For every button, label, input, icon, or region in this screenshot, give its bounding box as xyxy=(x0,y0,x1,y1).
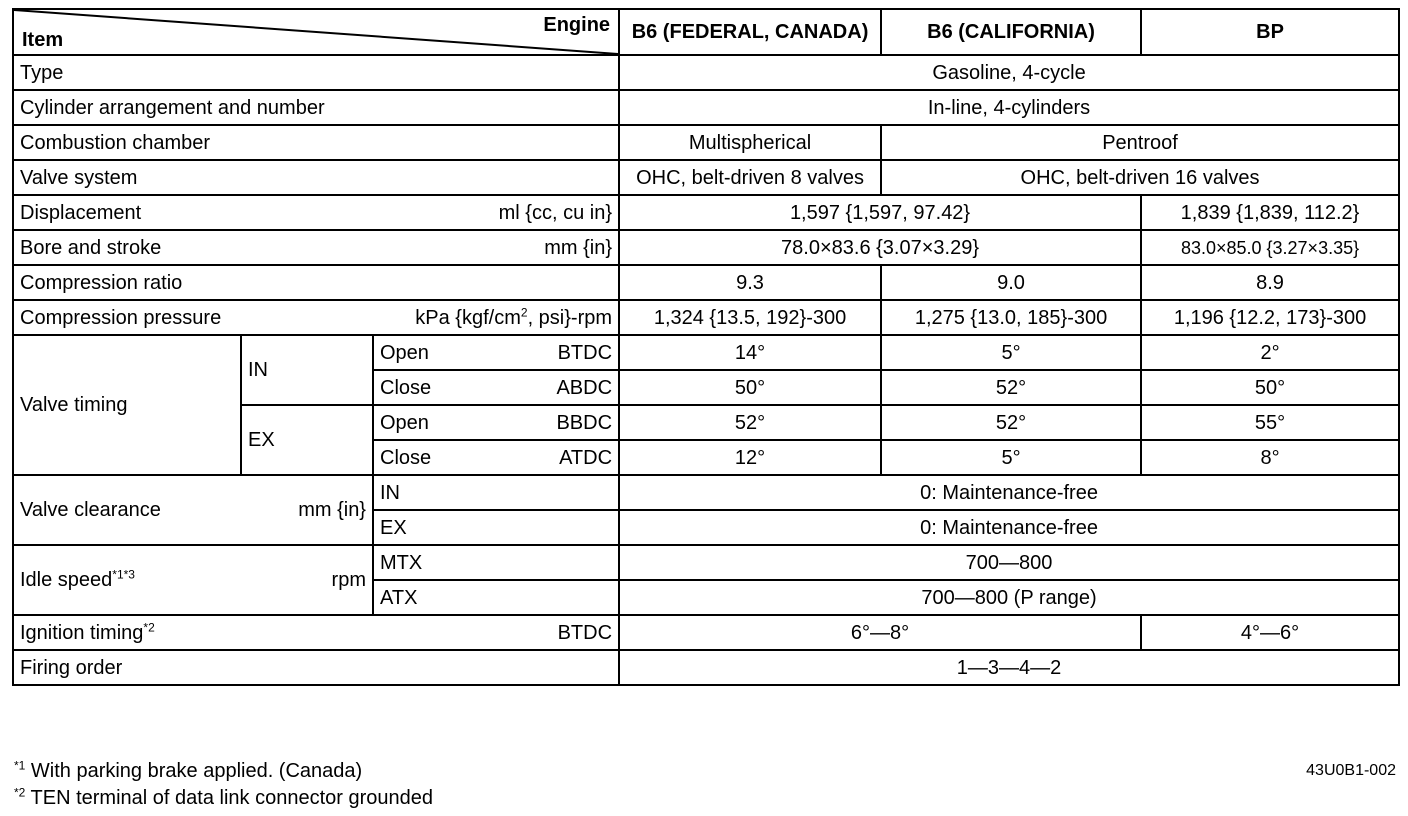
valve-timing-in-label: IN xyxy=(241,335,373,405)
valve-system-b6-federal: OHC, belt-driven 8 valves xyxy=(619,160,881,195)
footnote-1: $^{*1}$ With parking brake applied. (Canada) xyxy=(14,758,363,782)
idle-speed-label-cell xyxy=(13,545,373,615)
ignition-label: Ignition timing$^{*2}$ xyxy=(20,619,155,644)
valve-system-b6-california-bp: OHC, belt-driven 16 valves xyxy=(881,160,1399,195)
valve-timing-value: 52° xyxy=(619,405,881,440)
idle-speed-atx-value: 700—800 (P range) xyxy=(619,580,1399,615)
displacement-unit: ml {cc, cu in} xyxy=(498,201,613,224)
displacement-label: Displacement xyxy=(20,201,142,224)
figure-code: 43U0B1-002 xyxy=(1306,762,1396,779)
compression-ratio-bp: 8.9 xyxy=(1141,265,1399,300)
combustion-b6-federal: Multispherical xyxy=(619,125,881,160)
compression-pressure-label-cell xyxy=(13,300,619,335)
valve-timing-value: 2° xyxy=(1141,335,1399,370)
valve-clearance-ex-value: 0: Maintenance-free xyxy=(619,510,1399,545)
event-label: Close xyxy=(380,376,432,399)
valve-timing-value: 50° xyxy=(619,370,881,405)
valve-timing-ex-label: EX xyxy=(241,405,373,475)
compression-ratio-label: Compression ratio xyxy=(13,265,619,300)
reference-label: ATDC xyxy=(559,446,613,469)
row-valve-clearance-in xyxy=(13,475,1399,510)
header-corner-cell xyxy=(13,9,619,55)
row-cylinder xyxy=(13,90,1399,125)
valve-clearance-unit: mm {in} xyxy=(298,499,366,521)
ignition-b6: 6°—8° xyxy=(619,615,1141,650)
header-diagonal-line xyxy=(14,10,618,54)
col-header-bp: BP xyxy=(1141,9,1399,55)
cylinder-label: Cylinder arrangement and number xyxy=(13,90,619,125)
type-label: Type xyxy=(13,55,619,90)
bore-label-cell xyxy=(13,230,619,265)
ignition-label-cell xyxy=(13,615,619,650)
valve-timing-value: 12° xyxy=(619,440,881,475)
row-valve-system xyxy=(13,160,1399,195)
bore-label: Bore and stroke xyxy=(20,236,162,259)
idle-speed-unit: rpm xyxy=(331,569,366,591)
valve-timing-value: 52° xyxy=(881,370,1141,405)
displacement-bp: 1,839 {1,839, 112.2} xyxy=(1141,195,1399,230)
type-value: Gasoline, 4-cycle xyxy=(619,55,1399,90)
compression-ratio-b6-california: 9.0 xyxy=(881,265,1141,300)
compression-pressure-unit: kPa {$kgf/cm^2$, psi}-rpm xyxy=(415,304,613,329)
cylinder-value: In-line, 4-cylinders xyxy=(619,90,1399,125)
displacement-b6: 1,597 {1,597, 97.42} xyxy=(619,195,1141,230)
ignition-bp: 4°—6° xyxy=(1141,615,1399,650)
row-ignition-timing xyxy=(13,615,1399,650)
valve-timing-value: 8° xyxy=(1141,440,1399,475)
event-label: Open xyxy=(380,341,429,364)
valve-clearance-label: Valve clearance xyxy=(20,499,161,521)
valve-timing-value: 14° xyxy=(619,335,881,370)
engine-header-label: Engine xyxy=(543,14,611,36)
displacement-label-cell xyxy=(13,195,619,230)
valve-timing-value: 5° xyxy=(881,335,1141,370)
valve-clearance-in-label: IN xyxy=(373,475,619,510)
row-combustion xyxy=(13,125,1399,160)
valve-clearance-in-value: 0: Maintenance-free xyxy=(619,475,1399,510)
valve-clearance-ex-label: EX xyxy=(373,510,619,545)
col-header-b6-federal: B6 (FEDERAL, CANADA) xyxy=(619,9,881,55)
valve-timing-ex-open-cell xyxy=(373,405,619,440)
valve-timing-value: 50° xyxy=(1141,370,1399,405)
idle-speed-mtx-value: 700—800 xyxy=(619,545,1399,580)
ignition-reference: BTDC xyxy=(557,621,613,644)
combustion-b6-california-bp: Pentroof xyxy=(881,125,1399,160)
header-row xyxy=(13,9,1399,55)
valve-system-label: Valve system xyxy=(13,160,619,195)
event-label: Close xyxy=(380,446,432,469)
event-label: Open xyxy=(380,411,429,434)
row-idle-speed-mtx xyxy=(13,545,1399,580)
valve-timing-value: 5° xyxy=(881,440,1141,475)
valve-timing-in-close-cell xyxy=(373,370,619,405)
col-header-b6-california: B6 (CALIFORNIA) xyxy=(881,9,1141,55)
bore-b6: 78.0×83.6 {3.07×3.29} xyxy=(619,230,1141,265)
item-header-label: Item xyxy=(22,29,64,51)
valve-timing-ex-close-cell xyxy=(373,440,619,475)
idle-speed-label: Idle speed$^{*1*3}$ xyxy=(20,567,135,591)
valve-clearance-label-cell xyxy=(13,475,373,545)
combustion-label: Combustion chamber xyxy=(13,125,619,160)
valve-timing-in-open-cell xyxy=(373,335,619,370)
compression-ratio-b6-federal: 9.3 xyxy=(619,265,881,300)
compression-pressure-b6-california: 1,275 {13.0, 185}-300 xyxy=(881,300,1141,335)
row-type xyxy=(13,55,1399,90)
compression-pressure-b6-federal: 1,324 {13.5, 192}-300 xyxy=(619,300,881,335)
row-compression-pressure xyxy=(13,300,1399,335)
engine-spec-table xyxy=(12,8,1400,686)
row-firing-order xyxy=(13,650,1399,685)
footnote-2: $^{*2}$ TEN terminal of data link connector grounded xyxy=(14,785,433,809)
reference-label: BBDC xyxy=(556,411,613,434)
valve-timing-value: 55° xyxy=(1141,405,1399,440)
idle-speed-atx-label: ATX xyxy=(373,580,619,615)
idle-speed-mtx-label: MTX xyxy=(373,545,619,580)
firing-value: 1—3—4—2 xyxy=(619,650,1399,685)
compression-pressure-label: Compression pressure xyxy=(20,306,222,329)
bore-bp: 83.0×85.0 {3.27×3.35} xyxy=(1141,230,1399,265)
firing-label: Firing order xyxy=(13,650,619,685)
reference-label: ABDC xyxy=(556,376,613,399)
row-compression-ratio xyxy=(13,265,1399,300)
reference-label: BTDC xyxy=(557,341,613,364)
bore-unit: mm {in} xyxy=(544,236,613,259)
row-bore-stroke xyxy=(13,230,1399,265)
compression-pressure-bp: 1,196 {12.2, 173}-300 xyxy=(1141,300,1399,335)
row-displacement xyxy=(13,195,1399,230)
valve-timing-value: 52° xyxy=(881,405,1141,440)
valve-timing-label: Valve timing xyxy=(13,335,241,475)
row-valve-timing-in-open xyxy=(13,335,1399,370)
